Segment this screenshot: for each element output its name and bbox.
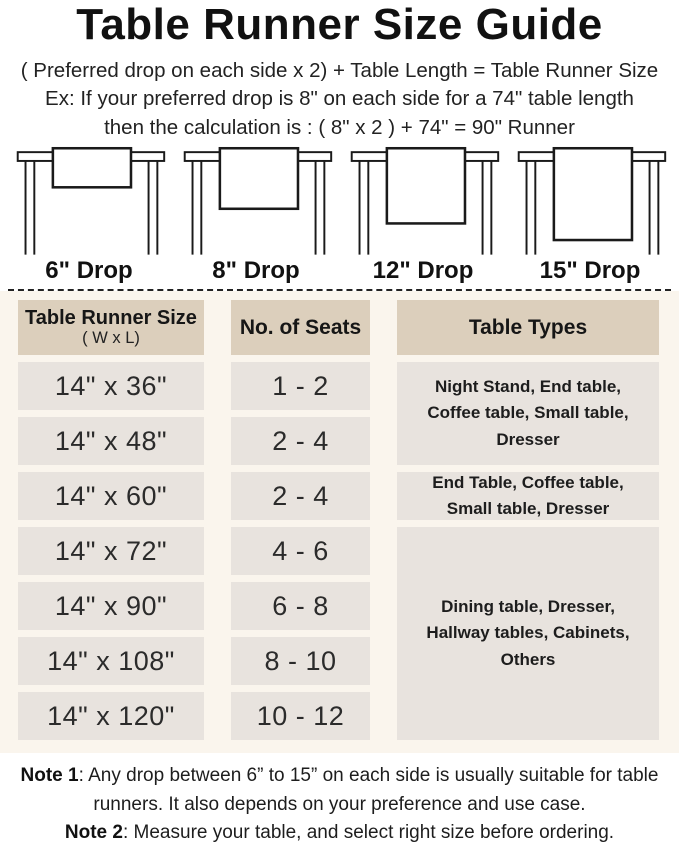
seats-cell-row4: 4 - 6 (231, 527, 370, 575)
table-runner-diagram-6-drop (6, 144, 172, 256)
table-runner-diagram-15-drop (507, 144, 673, 256)
table-runner-diagram-8-drop (173, 144, 339, 256)
drop-label-15: 15" Drop (539, 256, 641, 284)
note-1 (8, 762, 671, 819)
size-cell-row6: 14" x 108" (18, 637, 204, 685)
seats-cell-row7: 10 - 12 (231, 692, 370, 740)
drop-illustrations (0, 142, 679, 254)
column-header-size (18, 300, 204, 355)
table-runner-icon (173, 144, 339, 256)
table-runner-icon (340, 144, 506, 256)
page-title: Table Runner Size Guide (76, 0, 603, 49)
column-header-seats: No. of Seats (231, 300, 370, 355)
size-cell-row1: 14" x 36" (18, 362, 204, 410)
drop-label-8: 8" Drop (212, 256, 300, 284)
column-header-types: Table Types (397, 300, 659, 355)
formula-line-3: then the calculation is : ( 8" x 2 ) + 74" = 90" Runner (104, 115, 575, 139)
size-cell-row7: 14" x 120" (18, 692, 204, 740)
seats-cell-row5: 6 - 8 (231, 582, 370, 630)
column-header-size-subtitle: ( W x L) (82, 329, 140, 348)
note-2 (8, 819, 671, 848)
table-runner-icon (507, 144, 673, 256)
drop-label-6: 6" Drop (45, 256, 133, 284)
size-cell-row3: 14" x 60" (18, 472, 204, 520)
note-1-text: : Any drop between 6” to 15” on each side is usually suitable for table runners. It also depends on your preference and use case. (78, 765, 659, 815)
size-cell-row2: 14" x 48" (18, 417, 204, 465)
seats-cell-row1: 1 - 2 (231, 362, 370, 410)
notes (0, 753, 679, 848)
table-runner-icon (6, 144, 172, 256)
size-cell-row5: 14" x 90" (18, 582, 204, 630)
table-runner-diagram-12-drop (340, 144, 506, 256)
drop-label-12: 12" Drop (372, 256, 474, 284)
formula-line-1: ( Preferred drop on each side x 2) + Table Length = Table Runner Size (20, 59, 659, 83)
note-1-label: Note 1 (20, 765, 79, 787)
size-table (0, 300, 679, 740)
types-cell-group2: End Table, Coffee table, Small table, Dresser (397, 472, 659, 520)
seats-cell-row3: 2 - 4 (231, 472, 370, 520)
note-2-label: Note 2 (64, 822, 123, 844)
size-cell-row4: 14" x 72" (18, 527, 204, 575)
seats-cell-row6: 8 - 10 (231, 637, 370, 685)
drop-labels-row (0, 254, 679, 287)
types-cell-group3: Dining table, Dresser, Hallway tables, Cabinets, Others (397, 527, 659, 740)
size-table-section (0, 291, 679, 753)
note-2-text: : Measure your table, and select right size before ordering. (122, 822, 615, 844)
header (0, 0, 679, 142)
types-cell-group1: Night Stand, End table, Coffee table, Small table, Dresser (397, 362, 659, 465)
column-header-size-title: Table Runner Size (25, 307, 197, 330)
formula-line-2: Ex: If your preferred drop is 8" on each side for a 74" table length (45, 87, 634, 111)
seats-cell-row2: 2 - 4 (231, 417, 370, 465)
